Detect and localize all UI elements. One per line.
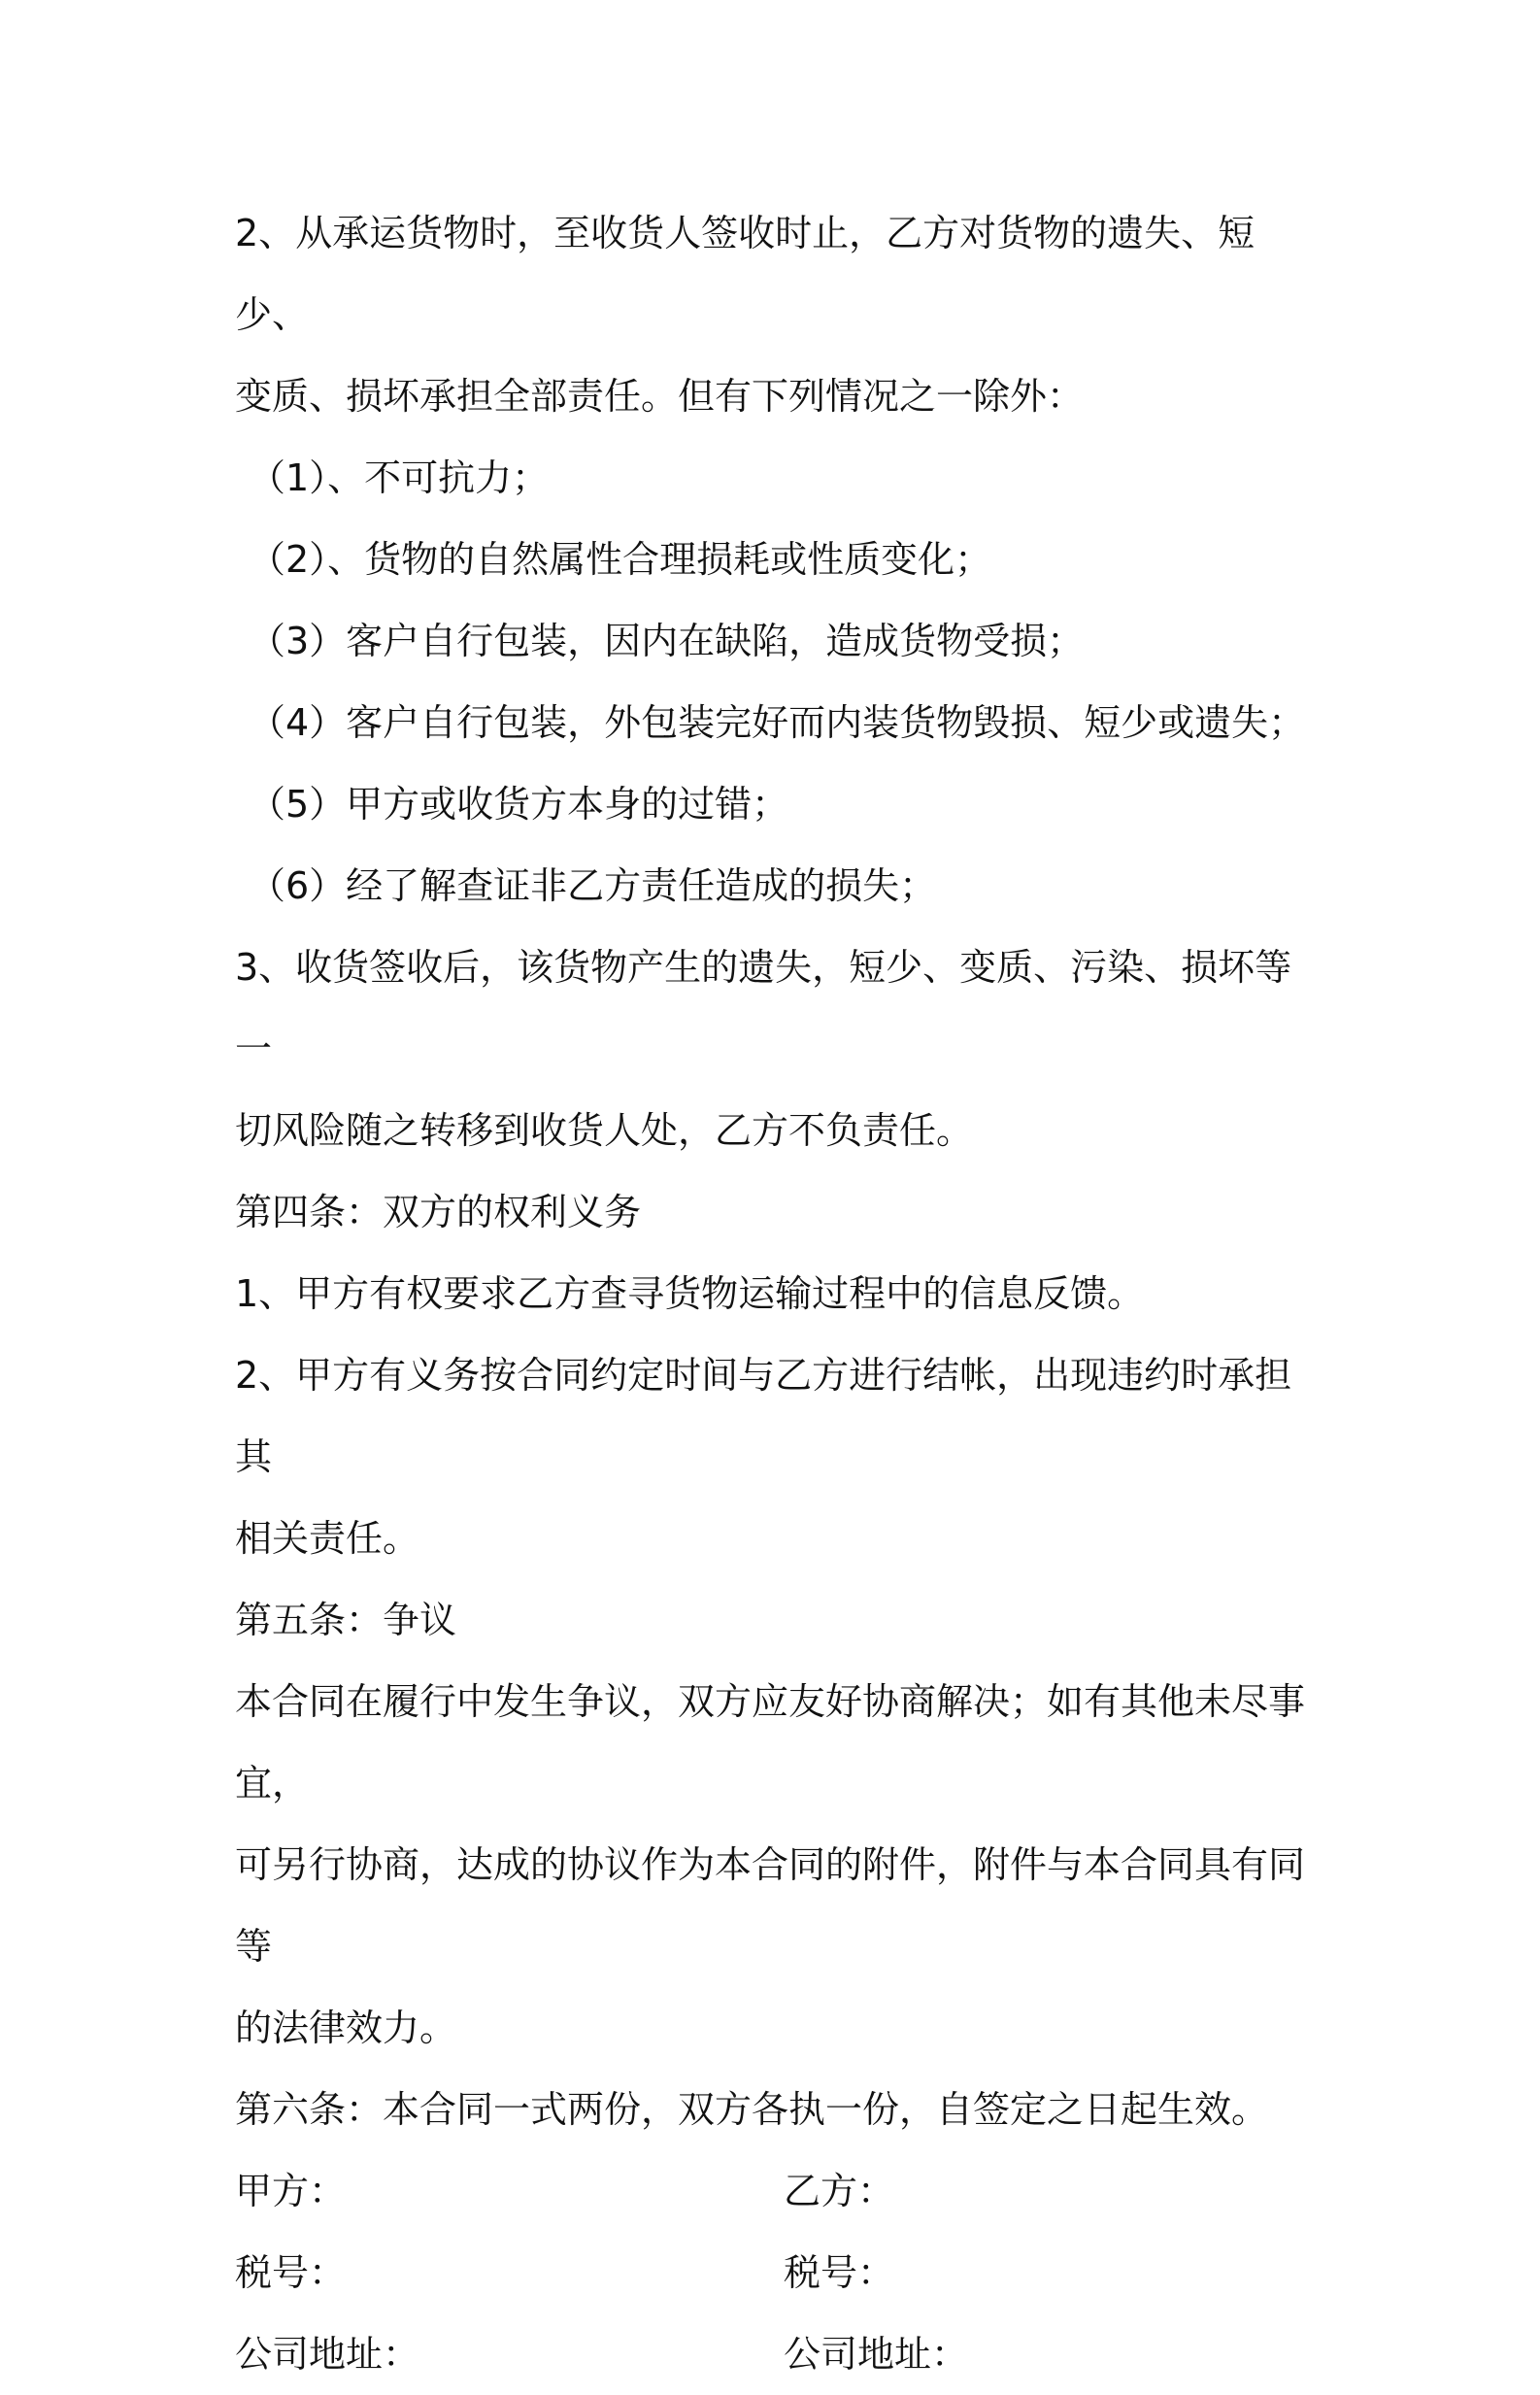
exception-item-6: （6）经了解查证非乙方责任造成的损失； — [249, 864, 937, 907]
signature-row-tax — [235, 2232, 1322, 2313]
article-5-line-3: 的法律效力。 — [235, 2007, 457, 2049]
article-5-line-2: 可另行协商，达成的协议作为本合同的附件，附件与本合同具有同等 — [235, 1843, 1306, 1968]
clause-3-line-1: 3、收货签收后，该货物产生的遗失，短少、变质、污染、损坏等一 — [235, 946, 1292, 1070]
exception-item-4: （4）客户自行包装，外包装完好而内装货物毁损、短少或遗失； — [249, 701, 1306, 744]
clause-2-line-1: 2、从承运货物时，至收货人签收时止，乙方对货物的遗失、短少、 — [235, 212, 1255, 336]
exception-item-2: （2）、货物的自然属性合理损耗或性质变化； — [249, 538, 992, 581]
exception-list — [235, 437, 1322, 927]
signature-row-party — [235, 2150, 1322, 2232]
article-6-text: 第六条：本合同一式两份，双方各执一份，自签定之日起生效。 — [235, 2088, 1269, 2131]
signature-block — [235, 2150, 1322, 2395]
article-4-item-2-line-1: 2、甲方有义务按合同约定时间与乙方进行结帐，出现违约时承担其 — [235, 1354, 1292, 1478]
article-4-item-1: 1、甲方有权要求乙方查寻货物运输过程中的信息反馈。 — [235, 1272, 1145, 1315]
exception-item-5: （5）甲方或收货方本身的过错； — [249, 783, 789, 826]
party-b-tax-label: 税号： — [784, 2251, 895, 2294]
clause-2-line-2: 变质、损坏承担全部责任。但有下列情况之一除外： — [235, 375, 1085, 418]
exception-item-3: （3）客户自行包装，因内在缺陷，造成货物受损； — [249, 620, 1085, 662]
party-a-address-label: 公司地址： — [235, 2333, 420, 2376]
clause-3-line-2: 切风险随之转移到收货人处，乙方不负责任。 — [235, 1109, 974, 1152]
article-4-item-2-line-2: 相关责任。 — [235, 1517, 420, 1560]
article-5-line-1: 本合同在履行中发生争议，双方应友好协商解决；如有其他未尽事宜， — [235, 1680, 1306, 1805]
party-b-address-label: 公司地址： — [784, 2333, 969, 2376]
party-a-tax-label: 税号： — [235, 2251, 347, 2294]
signature-row-address — [235, 2313, 1322, 2395]
exception-item-1: （1）、不可抗力； — [249, 456, 550, 499]
contract-body — [235, 192, 1322, 2395]
article-4-heading: 第四条：双方的权利义务 — [235, 1191, 642, 1233]
article-5-heading: 第五条：争议 — [235, 1599, 457, 1641]
party-b-label: 乙方： — [784, 2170, 895, 2212]
party-a-label: 甲方： — [235, 2170, 347, 2212]
